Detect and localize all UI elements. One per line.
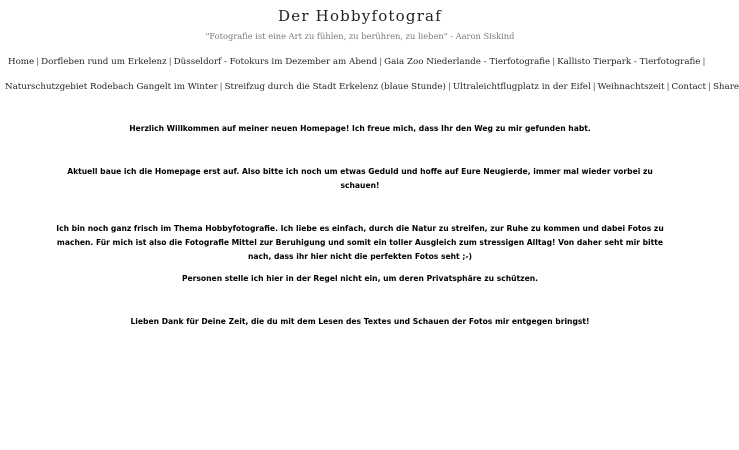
privacy-paragraph: Personen stelle ich hier in der Regel nicht ein, um deren Privatsphäre zu schützen. [181, 274, 539, 283]
site-tagline: "Fotografie ist eine Art zu fühlen, zu berühren, zu lieben" - Aaron Siskind [205, 31, 515, 41]
site-header [0, 0, 720, 42]
nav-link-rodebach[interactable]: Naturschutzgebiet Rodebach Gangelt im Winter [5, 82, 218, 92]
nav-link-duesseldorf[interactable]: Düsseldorf - Fotokurs im Dezember am Abend [173, 57, 378, 67]
nav-separator: | [219, 82, 223, 92]
construction-paragraph: Aktuell baue ich die Homepage erst auf. Also bitte ich noch um etwas Geduld und hoffe auf Eure Neugierde, immer mal wieder vorbei zu schauen! [67, 167, 653, 190]
main-navigation [0, 50, 739, 100]
nav-separator: | [708, 82, 711, 92]
nav-link-share[interactable]: Share [712, 82, 739, 92]
nav-separator: | [447, 82, 451, 92]
nav-row-2 [4, 75, 739, 100]
site-title[interactable]: Der Hobbyfotograf [278, 7, 442, 25]
nav-separator: | [552, 57, 556, 67]
nav-separator: | [379, 57, 383, 67]
nav-separator: | [168, 57, 172, 67]
nav-separator: | [666, 82, 670, 92]
nav-link-home[interactable]: Home [8, 57, 35, 67]
nav-row-1 [4, 50, 716, 75]
nav-link-weihnachtszeit[interactable]: Weihnachtszeit [597, 82, 665, 92]
nav-separator: | [592, 82, 596, 92]
nav-link-contact[interactable]: Contact [671, 82, 707, 92]
nav-link-kallisto[interactable]: Kallisto Tierpark - Tierfotografie [557, 57, 701, 67]
thanks-paragraph: Lieben Dank für Deine Zeit, die du mit dem Lesen des Textes und Schauen der Fotos mir entgegen bringst! [130, 317, 590, 326]
nav-link-ultraleicht[interactable]: Ultraleichtflugplatz in der Eifel [452, 82, 591, 92]
nav-link-erkelenz[interactable]: Streifzug durch die Stadt Erkelenz (blaue Stunde) [224, 82, 446, 92]
nav-separator: | [702, 57, 706, 67]
welcome-paragraph: Herzlich Willkommen auf meiner neuen Homepage! Ich freue mich, dass Ihr den Weg zu mir gefunden habt. [129, 124, 591, 133]
nav-link-gaia-zoo[interactable]: Gaia Zoo Niederlande - Tierfotografie [384, 57, 551, 67]
nav-link-dorfleben[interactable]: Dorfleben rund um Erkelenz [41, 57, 167, 67]
nav-separator: | [36, 57, 40, 67]
main-content [0, 122, 720, 329]
about-paragraph: Ich bin noch ganz frisch im Thema Hobbyfotografie. Ich liebe es einfach, durch die Natur zu streifen, zur Ruhe zu kommen und dabei Fotos zu machen. Für mich ist also die Fotografie Mittel zur Beruhigung und somit ein toller Ausgleich zum stressigen Alltag! Von daher seht mir bitte nach, dass ihr hier nicht die perfekten Fotos seht ;-) [56, 224, 664, 261]
